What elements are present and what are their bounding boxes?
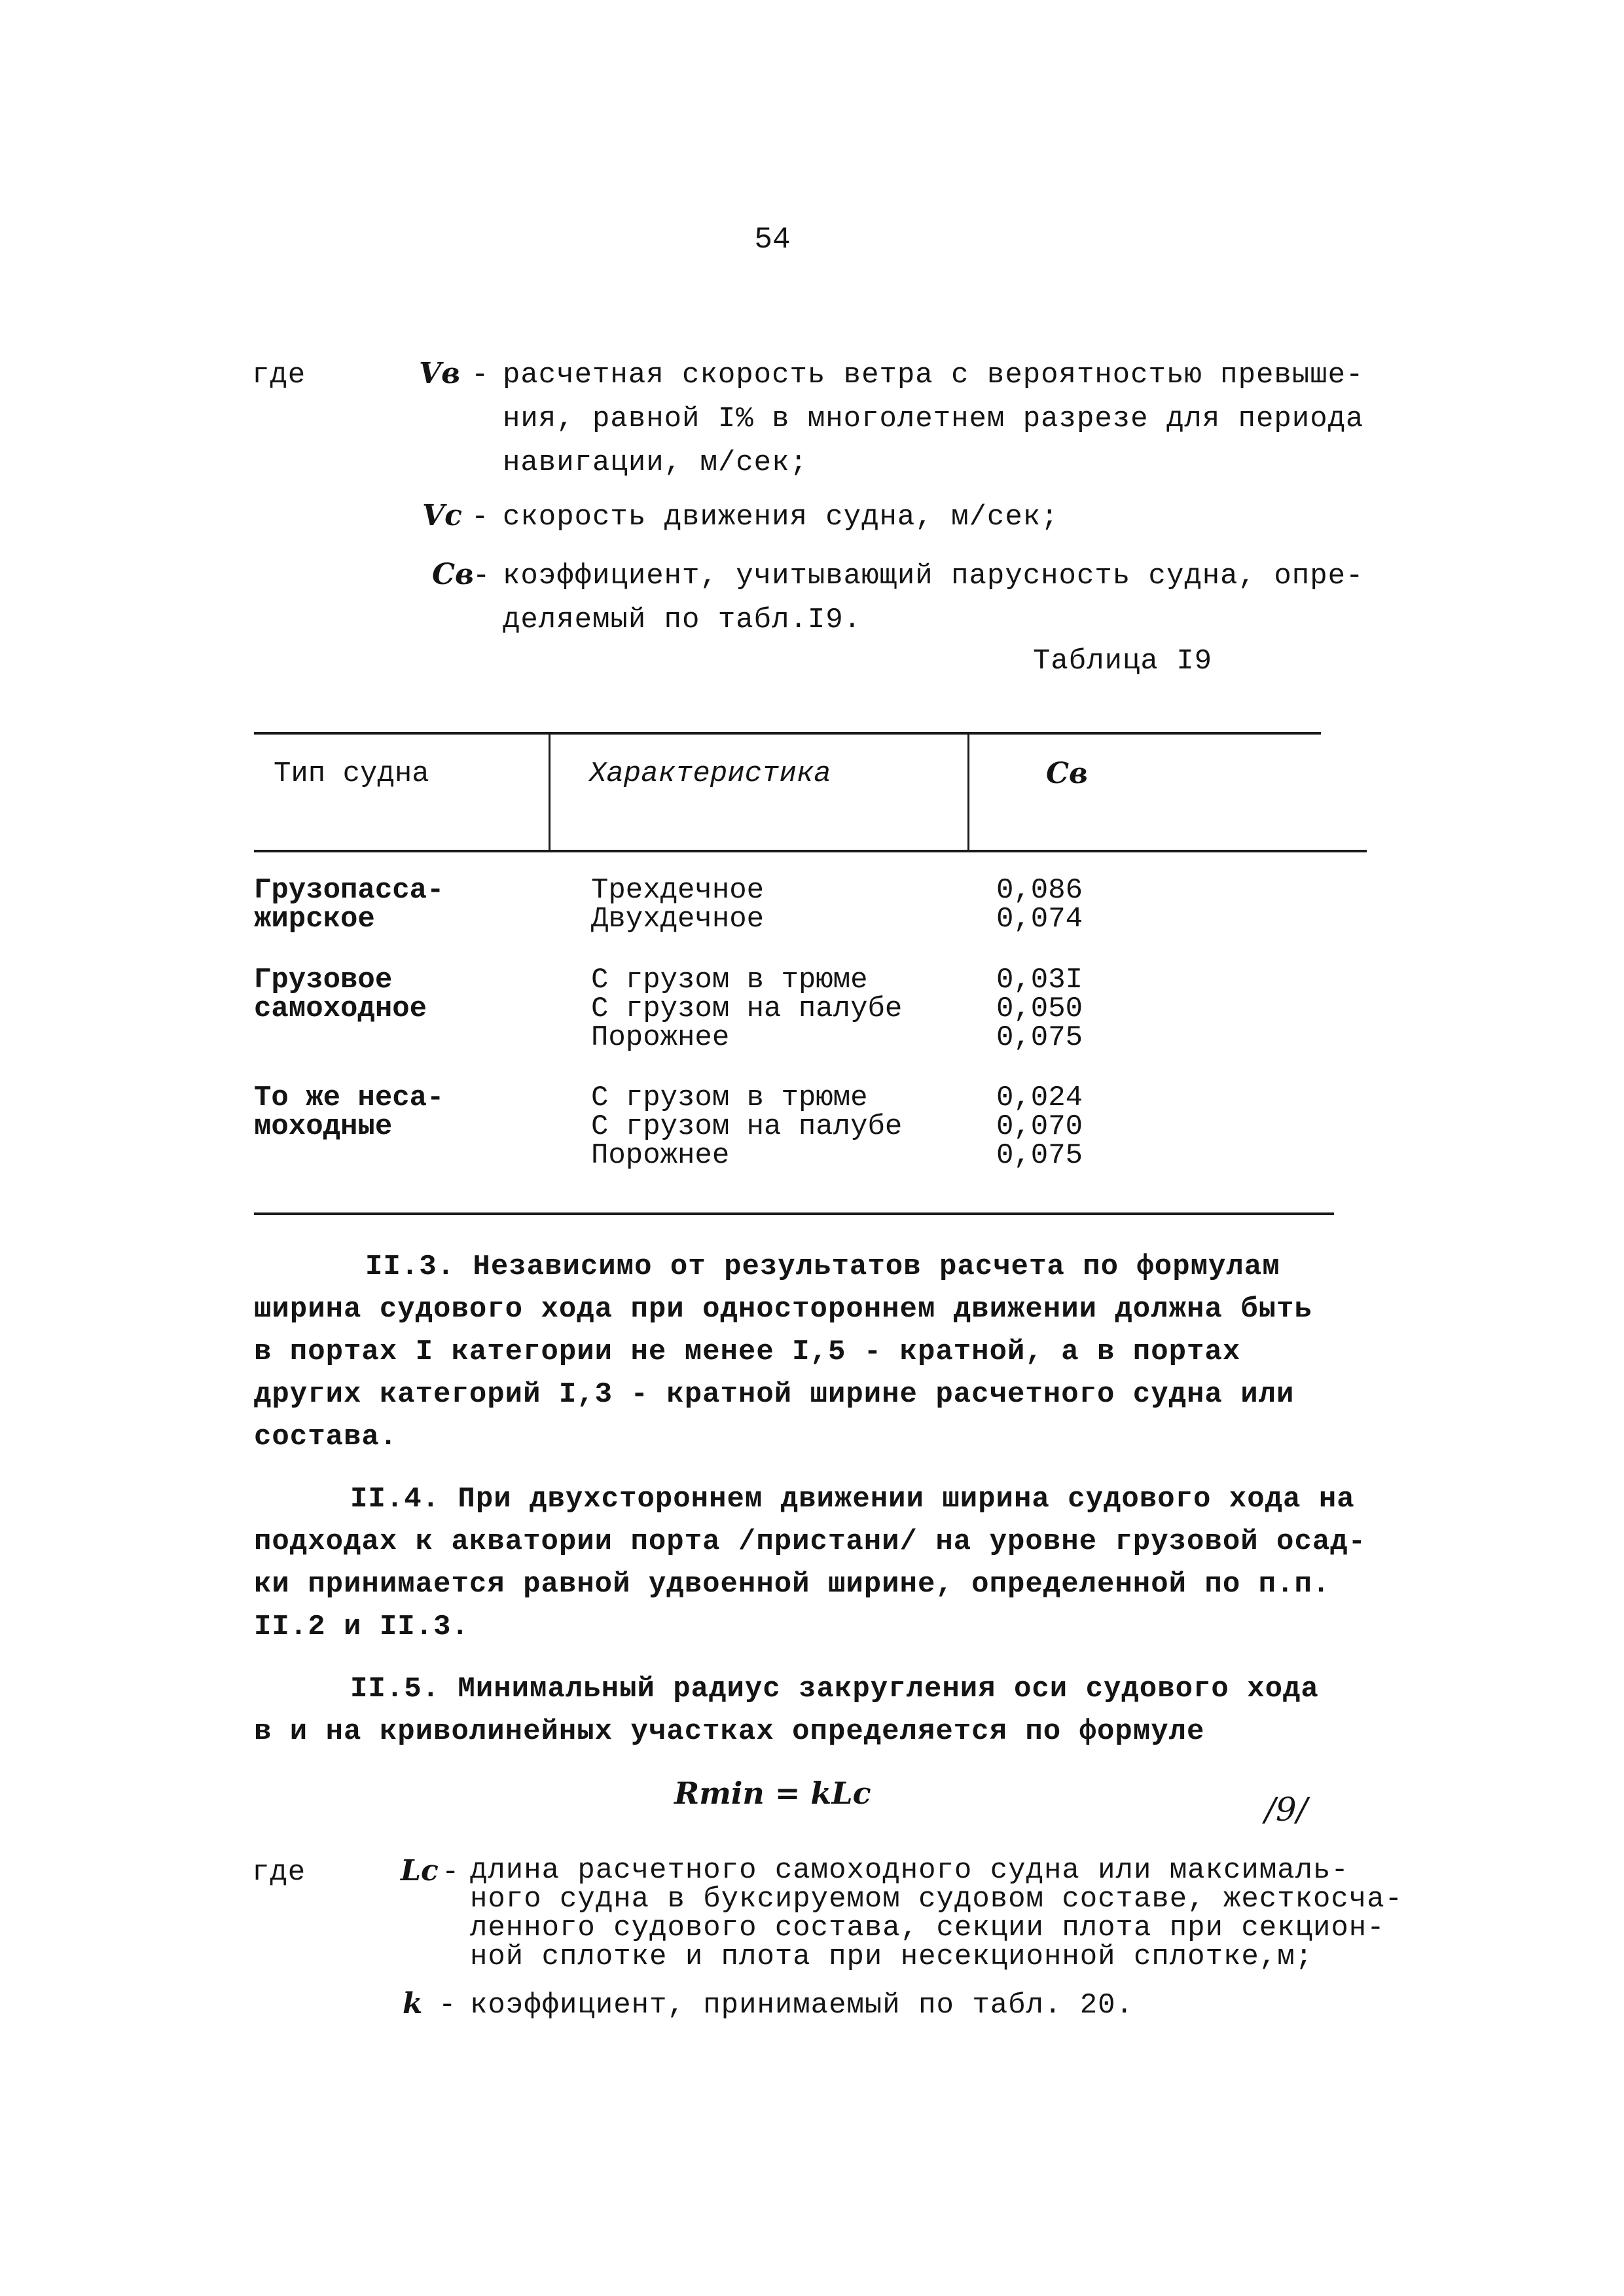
where-label: где (252, 1856, 306, 1889)
table-cell-characteristic: Трехдечное (591, 874, 765, 907)
definition-text: ного судна в буксируемом судовом составе, жесткосча- (470, 1883, 1403, 1916)
table-cell-value: 0,024 (996, 1082, 1083, 1114)
paragraph-line: II.4. При двухстороннем движении ширина судового хода на (350, 1483, 1355, 1516)
paragraph-line: ки принимается равной удвоенной ширине, определенной по п.п. (254, 1568, 1331, 1601)
definition-text: деляемый по табл.I9. (503, 604, 862, 636)
paragraph-line: II.2 и II.3. (254, 1611, 469, 1643)
table-cell-type: Грузопасса- (254, 874, 444, 907)
table-column-divider (967, 733, 969, 851)
definition-text: ной сплотке и плота при несекционной сплотке,м; (470, 1941, 1314, 1973)
paragraph-line: II.3. Независимо от результатов расчета по формулам (365, 1250, 1280, 1283)
definition-dash: - (442, 1856, 460, 1889)
table-cell-characteristic: Порожнее (591, 1139, 730, 1172)
definition-dash: - (471, 359, 489, 392)
table-cell-value: 0,070 (996, 1110, 1083, 1143)
page-number: 54 (754, 223, 791, 257)
paragraph-line: в портах I категории не менее I,5 - кратной, а в портах (254, 1336, 1241, 1368)
table-cell-type: Грузовое (254, 964, 393, 996)
table-cell-value: 0,075 (996, 1139, 1083, 1172)
table-top-rule (254, 732, 1321, 735)
table-header-characteristic: Характеристика (589, 757, 831, 790)
definition-dash: - (439, 1989, 456, 2022)
paragraph-line: ширина судового хода при одностороннем движении должна быть (254, 1293, 1312, 1326)
definition-text: длина расчетного самоходного судна или максималь- (470, 1854, 1349, 1887)
table-cell-value: 0,050 (996, 993, 1083, 1025)
definition-text: навигации, м/сек; (503, 446, 808, 479)
definition-text: ния, равной I% в многолетнем разрезе для периода (503, 403, 1364, 435)
table-cell-characteristic: Двухдечное (591, 903, 765, 936)
definition-text: скорость движения судна, м/сек; (503, 501, 1059, 534)
definition-text: коэффициент, принимаемый по табл. 20. (470, 1989, 1134, 2022)
symbol-wind-speed: Vв (419, 357, 461, 390)
table-cell-characteristic: С грузом в трюме (591, 1082, 868, 1114)
definition-text: ленного судового состава, секции плота при секцион- (470, 1912, 1385, 1944)
definition-text: расчетная скорость ветра с вероятностью превыше- (503, 359, 1364, 392)
table-header-rule (254, 850, 1367, 852)
symbol-vessel-speed: Vс (422, 499, 462, 532)
formula: Rmin = kLс (674, 1776, 871, 1811)
table-cell-value: 0,086 (996, 874, 1083, 907)
table-bottom-rule (254, 1212, 1334, 1215)
table-cell-type: моходные (254, 1110, 393, 1143)
definition-dash: - (471, 501, 489, 534)
paragraph-line: подходах к акватории порта /пристани/ на уровне грузовой осад- (254, 1525, 1367, 1558)
paragraph-line: состава. (254, 1421, 398, 1453)
table-header-type: Тип судна (274, 757, 429, 790)
symbol-sail-coefficient: Cв (432, 558, 474, 591)
table-cell-value: 0,075 (996, 1021, 1083, 1054)
table-cell-characteristic: С грузом на палубе (591, 1110, 903, 1143)
table-header-coefficient: Cв (1046, 757, 1088, 790)
table-cell-value: 0,074 (996, 903, 1083, 936)
table-cell-characteristic: С грузом на палубе (591, 993, 903, 1025)
definition-text: коэффициент, учитывающий парусность судна, опре- (503, 560, 1364, 592)
paragraph-line: в и на криволинейных участках определяется по формуле (254, 1715, 1205, 1748)
symbol-vessel-length: Lс (401, 1854, 439, 1887)
table-cell-type: жирское (254, 903, 375, 936)
table-cell-characteristic: Порожнее (591, 1021, 730, 1054)
table-cell-value: 0,03I (996, 964, 1083, 996)
formula-number: /9/ (1265, 1791, 1308, 1829)
definition-dash: - (473, 560, 490, 592)
symbol-coefficient-k: k (403, 1987, 423, 2020)
paragraph-line: других категорий I,3 - кратной ширине расчетного судна или (254, 1378, 1295, 1411)
where-label: где (252, 359, 306, 392)
table-column-divider (549, 733, 550, 851)
table-cell-type: самоходное (254, 993, 427, 1025)
table-caption: Таблица I9 (1033, 645, 1213, 678)
table-cell-characteristic: С грузом в трюме (591, 964, 868, 996)
paragraph-line: II.5. Минимальный радиус закругления оси судового хода (350, 1673, 1319, 1705)
table-cell-type: То же неса- (254, 1082, 444, 1114)
